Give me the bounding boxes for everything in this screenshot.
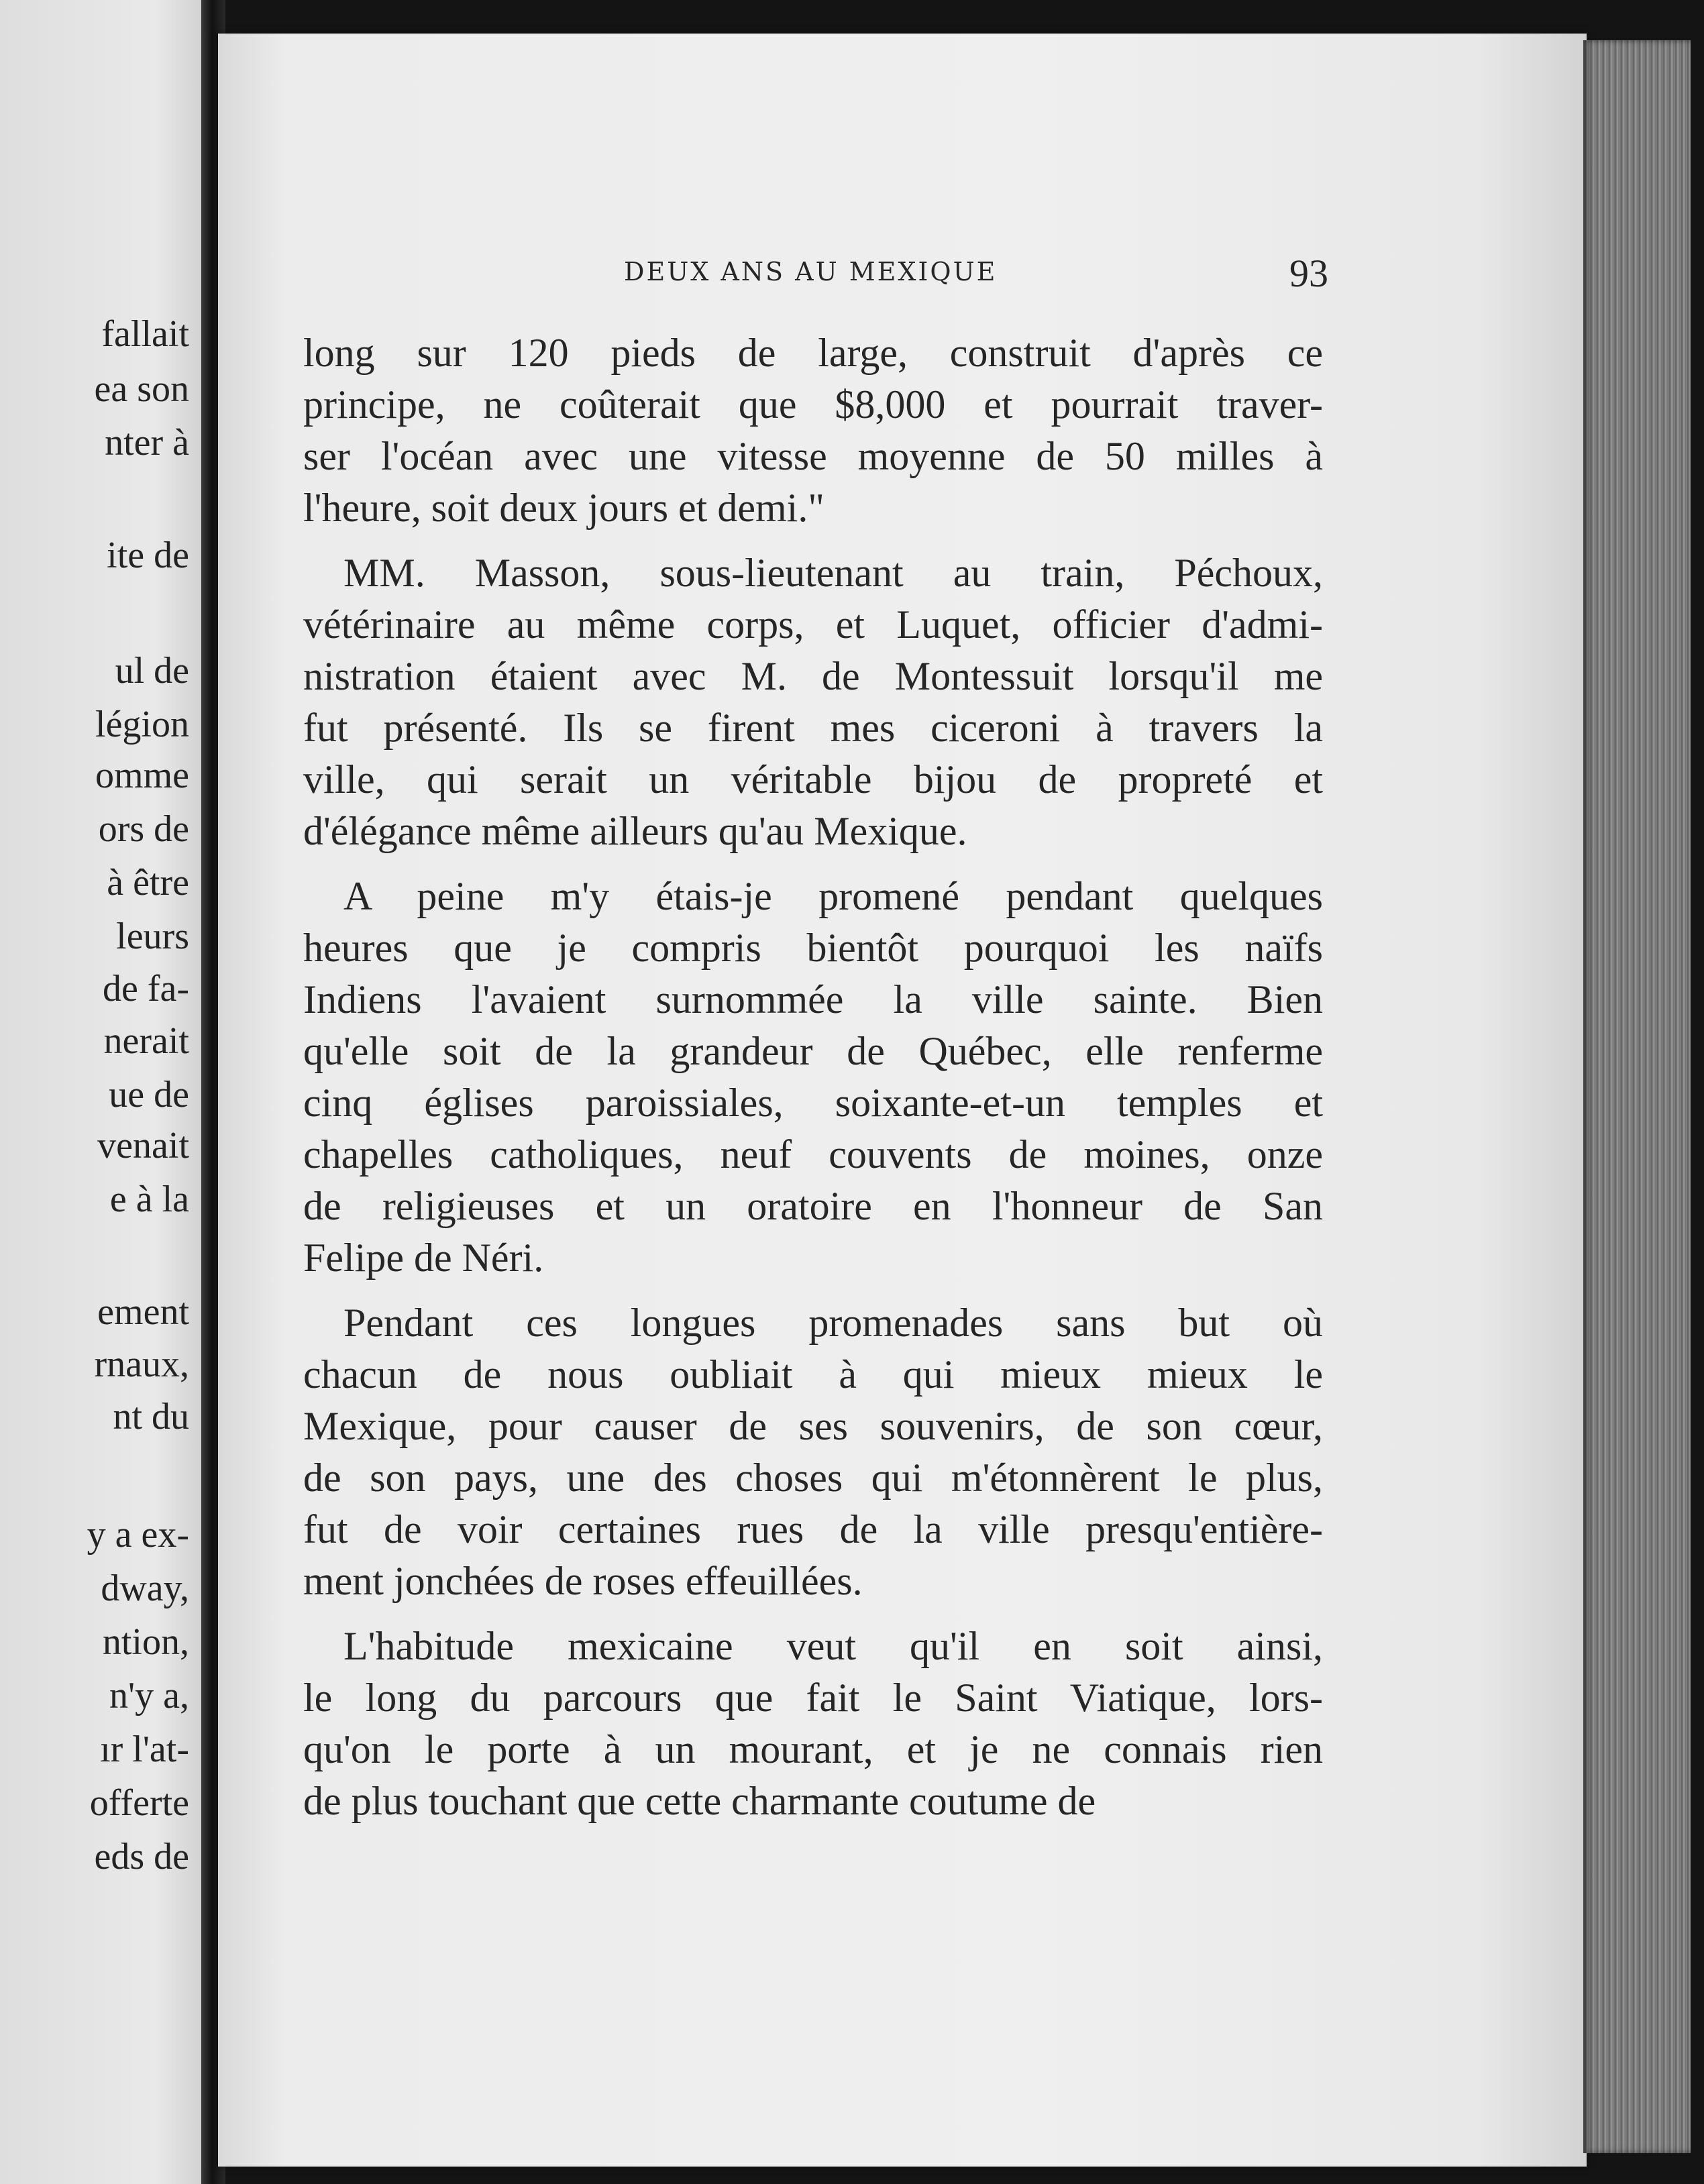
page-edges (1583, 40, 1691, 2153)
page-number: 93 (1289, 252, 1328, 295)
left-page-line: ite de (107, 535, 189, 576)
text-line: de plus touchant que cette charmante coutume de (303, 1779, 1096, 1823)
left-page-line: ul de (115, 650, 189, 692)
text-line: de son pays, une des choses qui m'étonnèrent le plus, (303, 1456, 1323, 1500)
text-line: MM. Masson, sous-lieutenant au train, Péchoux, (343, 551, 1323, 595)
text-line: nistration étaient avec M. de Montessuit lorsqu'il me (303, 654, 1323, 698)
left-page-line: fallait (101, 313, 189, 355)
left-page-line: nter à (105, 422, 189, 463)
text-line: cinq églises paroissiales, soixante-et-un temples et (303, 1081, 1323, 1125)
text-line: fut présenté. Ils se firent mes ciceroni à travers la (303, 706, 1323, 750)
paragraph (303, 547, 1323, 857)
text-line: fut de voir certaines rues de la ville presqu'entière- (303, 1507, 1323, 1551)
text-line: L'habitude mexicaine veut qu'il en soit ainsi, (343, 1624, 1323, 1668)
text-line: long sur 120 pieds de large, construit d'après ce (303, 331, 1323, 375)
text-line: ville, qui serait un véritable bijou de propreté et (303, 757, 1323, 802)
left-page-line: de fa- (102, 968, 189, 1009)
text-line: de religieuses et un oratoire en l'honneur de San (303, 1184, 1323, 1228)
left-page-line: n'y a, (109, 1675, 189, 1716)
text-line: qu'on le porte à un mourant, et je ne connais rien (303, 1727, 1323, 1771)
text-line: ment jonchées de roses effeuillées. (303, 1559, 863, 1603)
left-page-line: leurs (116, 916, 189, 957)
left-page-line: ır l'at- (100, 1729, 189, 1770)
left-page-line: omme (95, 755, 189, 796)
paragraph (303, 871, 1323, 1284)
left-page-line: rnaux, (94, 1344, 189, 1385)
left-page (0, 0, 221, 2184)
left-page-line: eds de (94, 1836, 189, 1877)
text-line: vétérinaire au même corps, et Luquet, officier d'admi- (303, 602, 1323, 647)
text-line: Pendant ces longues promenades sans but où (343, 1301, 1323, 1345)
body-text (303, 327, 1323, 1841)
text-line: Mexique, pour causer de ses souvenirs, de son cœur, (303, 1404, 1323, 1448)
running-head: DEUX ANS AU MEXIQUE (624, 257, 998, 286)
text-line: Indiens l'avaient surnommée la ville sainte. Bien (303, 977, 1323, 1022)
paragraph (303, 327, 1323, 534)
text-line: Felipe de Néri. (303, 1236, 544, 1280)
text-line: ser l'océan avec une vitesse moyenne de 50 milles à (303, 434, 1323, 478)
left-page-line: e à la (109, 1179, 189, 1220)
text-line: A peine m'y étais-je promené pendant quelques (343, 874, 1323, 918)
text-line: d'élégance même ailleurs qu'au Mexique. (303, 809, 967, 853)
text-line: le long du parcours que fait le Saint Viatique, lors- (303, 1676, 1323, 1720)
left-page-line: dway, (101, 1568, 189, 1609)
text-line: chacun de nous oubliait à qui mieux mieux le (303, 1352, 1323, 1397)
left-page-line: légion (95, 704, 189, 745)
left-page-line: à être (107, 862, 189, 904)
left-page-line: nt du (113, 1396, 189, 1437)
left-page-line: ue de (109, 1074, 189, 1115)
paragraph (303, 1297, 1323, 1607)
left-page-line: ea son (94, 368, 189, 410)
left-page-line: nerait (103, 1020, 189, 1062)
text-line: chapelles catholiques, neuf couvents de moines, onze (303, 1132, 1323, 1177)
left-page-line: ement (97, 1291, 189, 1333)
paragraph (303, 1621, 1323, 1827)
left-page-line: y a ex- (87, 1514, 189, 1555)
left-page-line: venait (97, 1125, 189, 1166)
left-page-line: offerte (89, 1782, 189, 1824)
left-page-line: ors de (98, 808, 189, 850)
text-line: qu'elle soit de la grandeur de Québec, elle renferme (303, 1029, 1323, 1073)
left-page-line: ntion, (102, 1621, 189, 1663)
text-line: principe, ne coûterait que $8,000 et pourrait traver- (303, 382, 1323, 427)
text-line: l'heure, soit deux jours et demi." (303, 486, 824, 530)
text-line: heures que je compris bientôt pourquoi les naïfs (303, 926, 1323, 970)
